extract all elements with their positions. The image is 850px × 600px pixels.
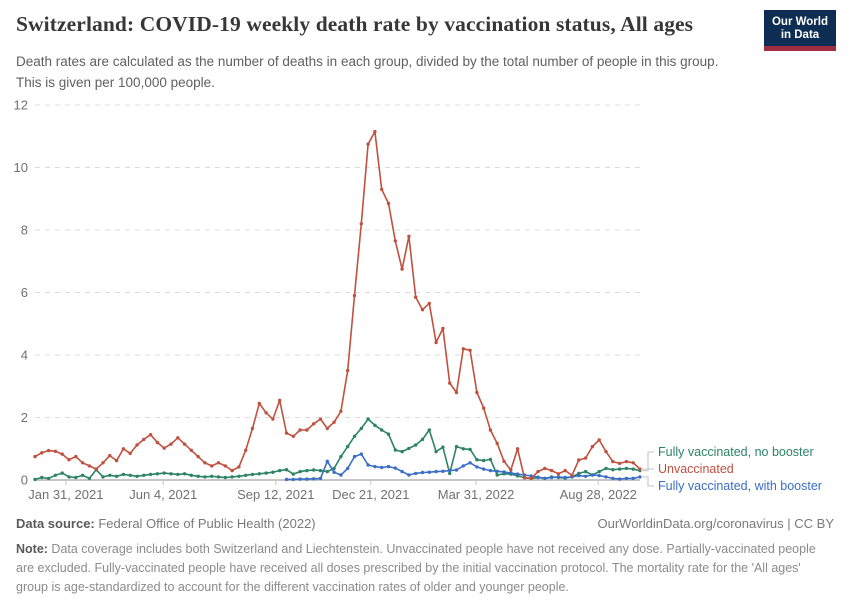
data-point	[346, 467, 349, 470]
data-point	[632, 461, 635, 464]
data-point	[210, 464, 213, 467]
data-point	[502, 460, 505, 463]
data-point	[496, 470, 499, 473]
data-point	[251, 427, 254, 430]
data-point	[387, 465, 390, 468]
data-point	[67, 458, 70, 461]
data-point	[271, 471, 274, 474]
data-point	[298, 477, 301, 480]
data-point	[319, 477, 322, 480]
legend-connector	[641, 452, 654, 471]
data-point	[380, 428, 383, 431]
data-point	[142, 474, 145, 477]
data-point	[394, 239, 397, 242]
data-point	[108, 454, 111, 457]
data-point	[244, 474, 247, 477]
data-point	[428, 471, 431, 474]
data-point	[115, 459, 118, 462]
data-point	[475, 458, 478, 461]
data-point	[88, 464, 91, 467]
y-tick-label: 2	[20, 410, 28, 425]
data-point	[475, 465, 478, 468]
data-point	[489, 428, 492, 431]
x-tick-label: Sep 12, 2021	[237, 487, 315, 502]
data-point	[584, 475, 587, 478]
chart-subtitle: Death rates are calculated as the number of deaths in each group, divided by the total number of people in this group. This is given per 100,000 people.	[16, 54, 719, 90]
owid-link[interactable]: OurWorldinData.org/coronavirus | CC BY	[597, 516, 834, 531]
data-point	[33, 478, 36, 481]
data-point	[455, 445, 458, 448]
data-point	[496, 442, 499, 445]
data-point	[95, 467, 98, 470]
data-point	[142, 438, 145, 441]
data-point	[203, 461, 206, 464]
data-point	[176, 473, 179, 476]
data-point	[149, 473, 152, 476]
data-point	[557, 472, 560, 475]
x-tick-label: Jan 31, 2021	[28, 487, 104, 502]
legend-connector	[641, 477, 654, 486]
data-point	[305, 428, 308, 431]
data-point	[292, 472, 295, 475]
data-point	[101, 475, 104, 478]
data-point	[61, 452, 64, 455]
legend-item-unvaccinated[interactable]: Unvaccinated	[658, 462, 734, 476]
data-point	[271, 417, 274, 420]
data-point	[183, 472, 186, 475]
data-point	[339, 455, 342, 458]
data-point	[353, 294, 356, 297]
data-point	[407, 235, 410, 238]
data-point	[264, 471, 267, 474]
data-point	[258, 472, 261, 475]
data-point	[33, 455, 36, 458]
chart-title: Switzerland: COVID-19 weekly death rate by vaccination status, All ages	[16, 12, 694, 36]
data-point	[536, 470, 539, 473]
data-point	[387, 432, 390, 435]
data-point	[516, 447, 519, 450]
data-point	[611, 477, 614, 480]
data-point	[557, 475, 560, 478]
data-point	[421, 438, 424, 441]
data-point	[625, 477, 628, 480]
data-point	[618, 477, 621, 480]
data-point	[543, 477, 546, 480]
data-point	[448, 469, 451, 472]
data-point	[346, 369, 349, 372]
data-point	[305, 477, 308, 480]
data-point	[176, 436, 179, 439]
data-point	[421, 308, 424, 311]
data-point	[163, 471, 166, 474]
data-point	[468, 461, 471, 464]
data-point	[156, 472, 159, 475]
data-point	[414, 472, 417, 475]
data-point	[550, 469, 553, 472]
data-point	[455, 391, 458, 394]
data-point	[434, 341, 437, 344]
x-tick-label: Mar 31, 2022	[437, 487, 515, 502]
data-point	[387, 202, 390, 205]
data-point	[156, 441, 159, 444]
data-point	[604, 467, 607, 470]
data-point	[183, 442, 186, 445]
data-point	[332, 421, 335, 424]
data-point	[489, 458, 492, 461]
data-point	[611, 468, 614, 471]
data-point	[244, 449, 247, 452]
data-point	[135, 475, 138, 478]
data-point	[523, 476, 526, 479]
data-point	[441, 446, 444, 449]
data-point	[47, 449, 50, 452]
chart-note	[16, 540, 834, 596]
data-point	[360, 452, 363, 455]
data-point	[598, 438, 601, 441]
data-point	[298, 428, 301, 431]
data-point	[530, 477, 533, 480]
data-point	[135, 443, 138, 446]
y-tick-label: 12	[13, 97, 28, 113]
data-point	[632, 467, 635, 470]
data-point	[115, 475, 118, 478]
y-tick-label: 10	[13, 160, 28, 175]
data-point	[326, 460, 329, 463]
data-point	[292, 478, 295, 481]
data-point	[482, 467, 485, 470]
x-tick-label: Jun 4, 2021	[129, 487, 198, 502]
data-point	[509, 468, 512, 471]
data-point	[462, 347, 465, 350]
data-source-value: Federal Office of Public Health (2022)	[94, 516, 316, 531]
data-point	[502, 470, 505, 473]
data-point	[380, 188, 383, 191]
data-point	[394, 448, 397, 451]
data-point	[598, 474, 601, 477]
data-point	[339, 473, 342, 476]
data-point	[570, 474, 573, 477]
data-point	[54, 450, 57, 453]
legend-item-fully-vaccinated-no-booster[interactable]: Fully vaccinated, no booster	[658, 445, 814, 459]
data-point	[101, 461, 104, 464]
data-point	[217, 461, 220, 464]
data-point	[482, 459, 485, 462]
data-point	[434, 470, 437, 473]
data-point	[319, 417, 322, 420]
data-point	[169, 472, 172, 475]
data-point	[516, 472, 519, 475]
data-point	[81, 474, 84, 477]
data-point	[129, 452, 132, 455]
data-point	[81, 461, 84, 464]
data-point	[285, 468, 288, 471]
data-point	[339, 410, 342, 413]
data-point	[54, 474, 57, 477]
data-point	[353, 455, 356, 458]
y-tick-label: 4	[20, 347, 28, 363]
owid-logo-text-line1: Our World	[771, 16, 828, 28]
y-tick-label: 0	[20, 472, 28, 488]
data-point	[74, 455, 77, 458]
data-point	[74, 476, 77, 479]
data-point	[407, 447, 410, 450]
data-point	[625, 460, 628, 463]
data-source-label: Data source:	[16, 516, 95, 531]
data-point	[312, 422, 315, 425]
data-point	[448, 381, 451, 384]
data-point	[196, 455, 199, 458]
x-tick-label: Aug 28, 2022	[559, 487, 637, 502]
data-point	[434, 450, 437, 453]
data-point	[400, 267, 403, 270]
data-point	[217, 475, 220, 478]
data-point	[237, 475, 240, 478]
data-point	[40, 476, 43, 479]
data-point	[462, 447, 465, 450]
data-point	[618, 462, 621, 465]
data-point	[632, 477, 635, 480]
data-point	[61, 471, 64, 474]
data-point	[332, 471, 335, 474]
data-point	[591, 445, 594, 448]
data-point	[577, 458, 580, 461]
data-point	[285, 431, 288, 434]
data-point	[414, 296, 417, 299]
data-point	[108, 474, 111, 477]
data-point	[407, 473, 410, 476]
data-point	[292, 435, 295, 438]
data-point	[366, 142, 369, 145]
data-point	[319, 469, 322, 472]
data-point	[312, 477, 315, 480]
data-point	[462, 464, 465, 467]
data-point	[264, 411, 267, 414]
data-point	[414, 443, 417, 446]
data-point	[489, 469, 492, 472]
series-line	[35, 132, 640, 479]
data-point	[47, 477, 50, 480]
data-point	[230, 475, 233, 478]
data-point	[40, 451, 43, 454]
data-point	[129, 474, 132, 477]
data-point	[346, 445, 349, 448]
data-point	[258, 402, 261, 405]
data-point	[618, 467, 621, 470]
data-point	[67, 475, 70, 478]
data-point	[400, 470, 403, 473]
note-text: Data coverage includes both Switzerland and Liechtenstein. Unvaccinated people have not received any dose. Partially-vaccinated people are excluded. Fully-vaccinated people have received all doses prescribed by the initial vaccination protocol. The mortality rate for the 'All ages' group is age-standardized to account for the different vaccination rates of older and younger people.	[16, 542, 816, 594]
data-point	[366, 417, 369, 420]
data-point	[591, 473, 594, 476]
data-point	[285, 478, 288, 481]
data-point	[203, 475, 206, 478]
data-point	[380, 466, 383, 469]
data-point	[428, 302, 431, 305]
data-point	[169, 442, 172, 445]
data-point	[88, 477, 91, 480]
x-tick-label: Dec 21, 2021	[332, 487, 410, 502]
data-point	[577, 474, 580, 477]
data-point	[455, 468, 458, 471]
data-point	[598, 470, 601, 473]
data-point	[584, 470, 587, 473]
note-label: Note:	[16, 542, 48, 556]
data-point	[373, 424, 376, 427]
data-point	[468, 448, 471, 451]
data-point	[251, 473, 254, 476]
data-point	[163, 446, 166, 449]
data-point	[326, 427, 329, 430]
data-point	[394, 466, 397, 469]
data-point	[122, 447, 125, 450]
data-point	[564, 476, 567, 479]
y-tick-label: 6	[20, 285, 28, 300]
data-point	[237, 465, 240, 468]
data-point	[428, 428, 431, 431]
data-point	[482, 406, 485, 409]
data-point	[611, 460, 614, 463]
data-point	[543, 467, 546, 470]
data-point	[353, 435, 356, 438]
data-point	[196, 475, 199, 478]
data-point	[224, 464, 227, 467]
data-point	[550, 476, 553, 479]
data-point	[421, 471, 424, 474]
data-point	[509, 471, 512, 474]
data-point	[496, 473, 499, 476]
data-point	[210, 475, 213, 478]
data-point	[298, 470, 301, 473]
data-point	[190, 474, 193, 477]
data-point	[190, 449, 193, 452]
data-point	[373, 465, 376, 468]
data-point	[536, 476, 539, 479]
data-point	[400, 450, 403, 453]
data-point	[360, 222, 363, 225]
data-point	[475, 391, 478, 394]
data-point	[149, 433, 152, 436]
data-point	[373, 130, 376, 133]
legend-item-fully-vaccinated-with-booster[interactable]: Fully vaccinated, with booster	[658, 479, 822, 493]
data-point	[305, 469, 308, 472]
data-point	[604, 450, 607, 453]
data-point	[584, 456, 587, 459]
owid-logo-text-line2: in Data	[780, 29, 820, 41]
data-point	[224, 476, 227, 479]
data-point	[625, 467, 628, 470]
data-point	[278, 469, 281, 472]
data-point	[564, 469, 567, 472]
data-point	[122, 473, 125, 476]
data-point	[326, 470, 329, 473]
data-point	[312, 468, 315, 471]
data-point	[366, 463, 369, 466]
data-point	[604, 475, 607, 478]
data-point	[468, 349, 471, 352]
data-point	[441, 470, 444, 473]
data-point	[230, 469, 233, 472]
data-point	[360, 427, 363, 430]
data-point	[278, 399, 281, 402]
data-point	[441, 327, 444, 330]
y-tick-label: 8	[20, 222, 28, 238]
